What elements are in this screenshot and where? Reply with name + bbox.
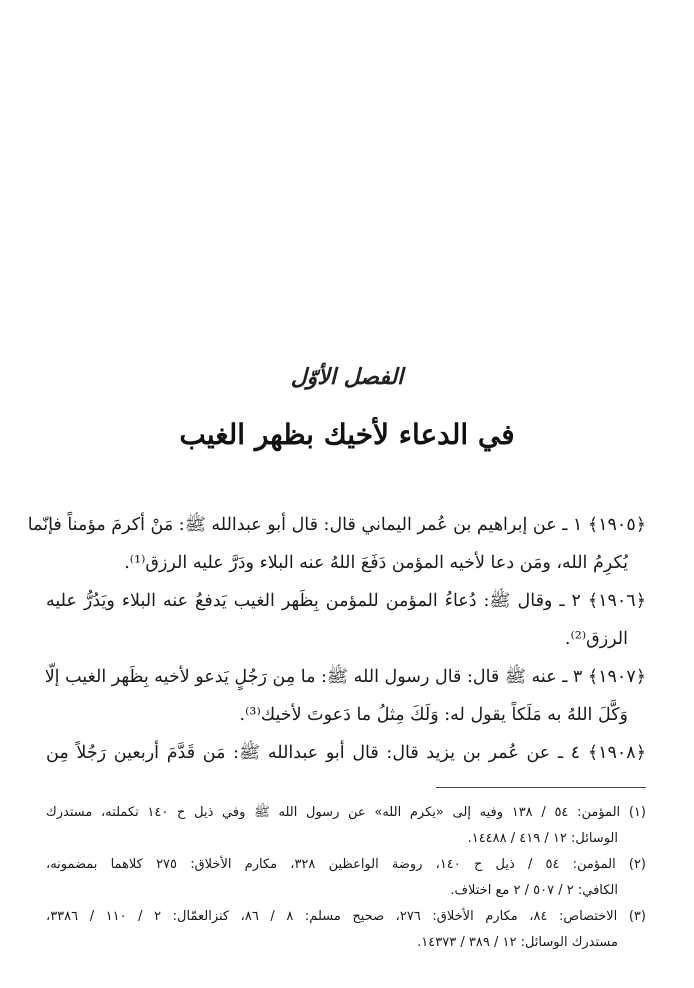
hadith-list (27, 506, 646, 772)
hadith-1906-line-2: الرزق⁽²⁾. (564, 629, 628, 649)
chapter-title: الفصل الأوّل (290, 364, 404, 390)
hadith-1907-line-2: وَكَّلَ اللهُ به مَلَكاً يقول له: وَلَكَ مِثلُ ما دَعوتَ لأخيك⁽³⁾. (239, 705, 628, 725)
hadith-1907-line-1: ﴿١٩٠٧﴾ ٣ ـ عنه ﷺ قال: قال رسول الله ﷺ: ما مِن رَجُلٍ يَدعو لأخيه بِظَهر الغيب إلّا (44, 667, 646, 687)
hadith-1906-line-1: ﴿١٩٠٦﴾ ٢ ـ وقال ﷺ: دُعاءُ المؤمن للمؤمن بِظَهر الغيب يَدفعُ عنه البلاء ويَدُرُّ عليه (46, 591, 646, 611)
chapter-subtitle: في الدعاء لأخيك بظهر الغيب (179, 418, 515, 451)
footnote-2-line-2: الكافي: ٢ / ٥٠٧ / ٢ مع اختلاف. (450, 883, 618, 898)
footnote-3-line-2: مستدرك الوسائل: ١٢ / ٣٨٩ / ١٤٣٧٣. (417, 935, 618, 950)
footnote-3-line-1: (٣) الاختصاص: ٨٤، مكارم الأخلاق: ٢٧٦، صحيح مسلم: ٨ / ٨٦، كنزالعمّال: ٢ / ١١٠ / ٣٣٨٦، (46, 909, 646, 924)
footnote-separator (436, 787, 646, 788)
hadith-1908-line-1: ﴿١٩٠٨﴾ ٤ ـ عن عُمر بن يزيد قال: قال أبو عبدالله ﷺ: مَن قَدَّمَ أربعين رَجُلاً مِن (46, 743, 646, 763)
footnote-2-line-1: (٢) المؤمن: ٥٤ / ذيل ح ١٤٠، روضة الواعظين ٣٢٨، مكارم الأخلاق: ٢٧٥ كلاهما بمضمونه، (46, 857, 646, 872)
footnotes (46, 800, 646, 956)
footnote-1-line-2: الوسائل: ١٢ / ٤١٩ / ١٤٤٨٨. (467, 831, 618, 846)
hadith-1905-line-1: ﴿١٩٠٥﴾ ١ ـ عن إبراهيم بن عُمر اليماني قال: قال أبو عبدالله ﷺ: مَنْ أكرمَ مؤمناً فإنّما (27, 515, 646, 535)
hadith-1905-line-2: يُكرِمُ الله، ومَن دعا لأخيه المؤمن دَفَعَ اللهُ عنه البلاء ودَرَّ عليه الرزق⁽¹⁾. (124, 553, 628, 573)
footnote-1-line-1: (١) المؤمن: ٥٤ / ١٣٨ وفيه إلى «يكرم الله» عن رسول الله ﷺ وفي ذيل ح ١٤٠ تكملته، مستدرك (46, 805, 646, 820)
